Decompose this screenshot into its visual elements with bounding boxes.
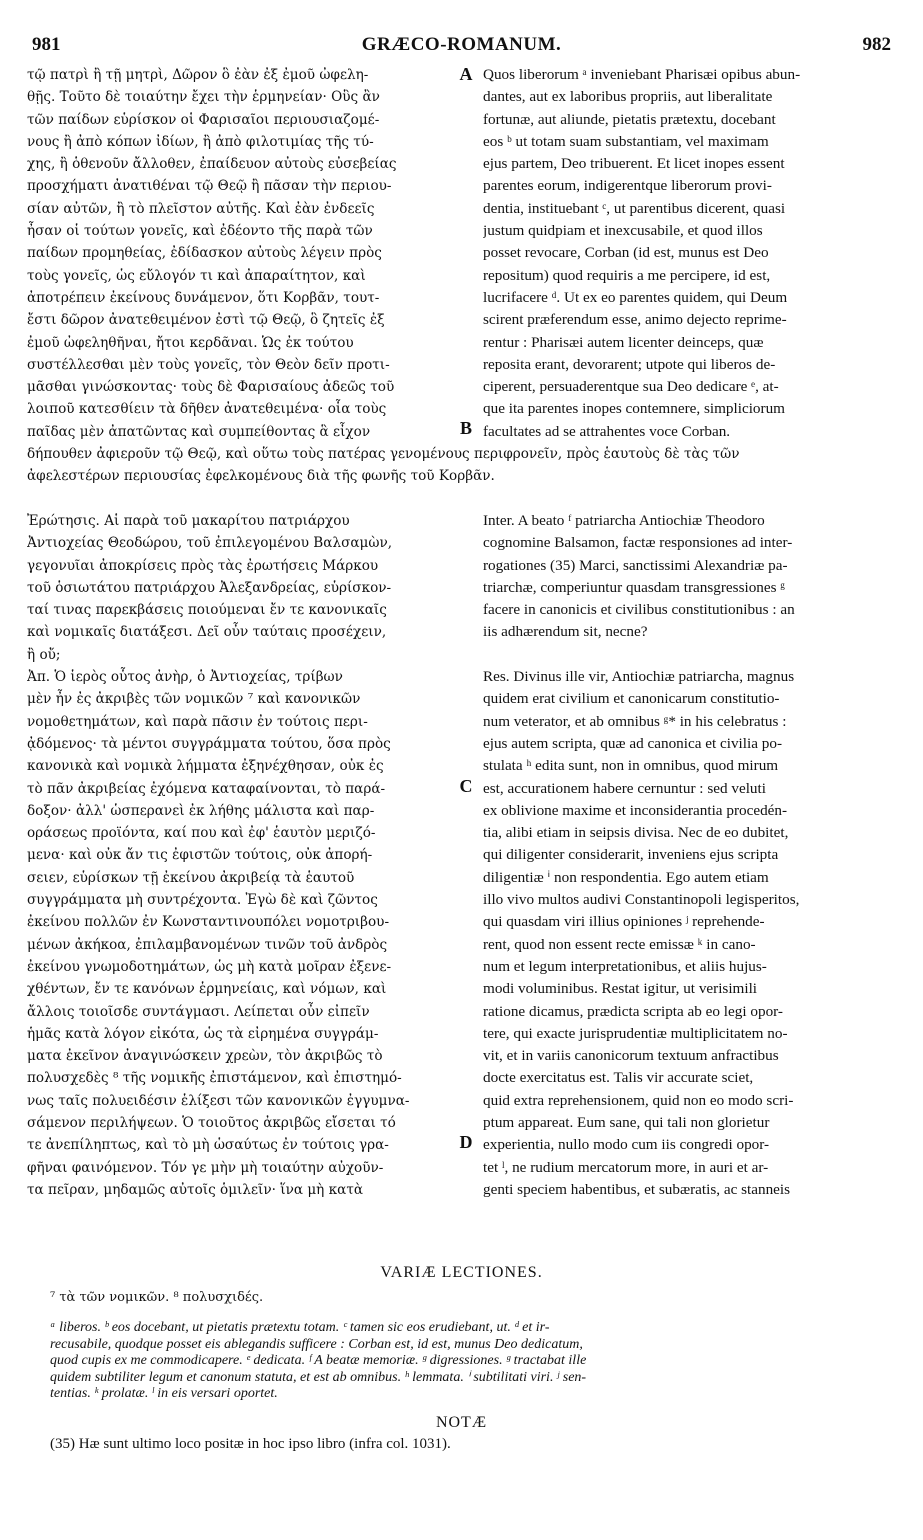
varia-lectiones-title: VARIÆ LECTIONES.: [380, 1264, 543, 1281]
text-line: experientia, nullo modo cum iis congredi opor-: [483, 1136, 770, 1154]
text-line: χης, ἢ ὁθενοῦν ἄλλοθεν, ἐπαίδευον αὐτοὺς εὐσεβείας: [27, 156, 397, 173]
text-line: Ἀπ. Ὁ ἱερὸς οὗτος ἀνὴρ, ὁ Ἀντιοχείας, τρίβων: [27, 669, 343, 686]
text-line: πολυσχεδὲς ⁸ τῆς νομικῆς ἐπιστάμενον, καὶ ἐπιστημό-: [27, 1070, 402, 1087]
running-title: GRÆCO-ROMANUM.: [361, 34, 562, 55]
text-line: docte exercitatus est. Talis vir accurate sciet,: [483, 1069, 754, 1087]
text-line: ratione dicamus, prædicta scripta ab eo legi opor-: [483, 1002, 783, 1020]
text-line: illo vivo multos audivi Constantinopoli legisperitos,: [483, 891, 800, 909]
text-line: Ἐρώτησις. Αἱ παρὰ τοῦ μακαρίτου πατριάρχου: [27, 513, 350, 529]
left-column-number: 981: [32, 34, 61, 55]
text-line: σειεν, εὑρίσκων τῇ ἐκείνου ἀκριβείᾳ τὰ ἑαυτοῦ: [27, 869, 355, 886]
text-line: οράσεως προϊόντα, καί που καὶ ἐφ' ἑαυτὸν μεριζό-: [27, 825, 376, 842]
text-line: quidem erat civilium et canonicarum constitutio-: [483, 690, 780, 708]
text-line: λοιποῦ κατεσθίειν τὰ δῆθεν ἀνατεθειμένα· οἷα τοὺς: [27, 401, 387, 418]
text-line: τὸ πᾶν ἀκριβείας ἐχόμενα καταφαίνονται, τὸ παρά-: [27, 780, 386, 797]
text-line: Inter. A beato ᶠ patriarcha Antiochiæ Theodoro: [483, 512, 765, 529]
notae-text: (35) Hæ sunt ultimo loco positæ in hoc ipso libro (infra col. 1031).: [50, 1436, 451, 1452]
text-line: iis adhærendum sit, necne?: [483, 623, 648, 641]
text-line: ᵃ liberos. ᵇ eos docebant, ut pietatis prætextu totam. ᶜ tamen sic eos erudiebant, ut. ᵈ et ir-: [50, 1320, 550, 1335]
latin-column-bottom: [483, 510, 891, 1201]
text-line: ejus partem, Deo tribuerent. Et licet inopes essent: [483, 155, 785, 173]
text-line: ἔστι δῶρον ἀνατεθειμένον ἐστὶ τῷ Θεῷ, ὃ ζητεῖς ἐξ: [27, 312, 385, 329]
text-line: κανονικὰ καὶ νομικὰ λήμματα ἐξηνέχθησαν, οὐκ ἐς: [27, 758, 384, 775]
text-line: rent, quod non essent recte emissæ ᵏ in cano-: [483, 935, 756, 953]
text-line: num veterator, et ab omnibus ᵍ* in his celebratus :: [483, 712, 787, 730]
right-column-number: 982: [862, 34, 891, 55]
text-line: συστέλλεσθαι μὲν τοὺς γονεῖς, τὸν Θεὸν δεῖν προτι-: [27, 356, 390, 373]
text-line: fortunæ, aut aliunde, pietatis prætextu, docebant: [483, 110, 776, 128]
text-line: num et legum interpretationibus, et aliis hujus-: [483, 957, 767, 975]
text-line: ἀποτρέπειν ἐκείνους δυνάμενον, ὅτι Κορβᾶν, τουτ-: [27, 289, 380, 306]
margin-marker-b: B: [459, 418, 472, 438]
text-line: repositum) quod requiris a me percipere, id est,: [483, 266, 771, 284]
text-line: ἄλλοις τοιοῖσδε συντάγμασι. Λείπεται οὖν εἰπεῖν: [27, 1003, 370, 1020]
text-line: genti speciem habentibus, et subæratis, ac stanneis: [483, 1180, 791, 1198]
text-line: ἦσαν οἱ τούτων γονεῖς, καὶ ἐδέοντο τῆς παρὰ τῶν: [27, 223, 373, 240]
text-line: τε ἀνεπίληπτως, καὶ τὸ μὴ ὡσαύτως ἐν τούτοις γρα-: [27, 1137, 389, 1154]
text-line: vit, et in variis canonicorum textuum anfractibus: [483, 1047, 779, 1065]
text-line: cognomine Balsamon, factæ responsiones ad inter-: [483, 534, 793, 552]
text-line: μενα· καὶ οὐκ ἄν τις ἐφιστῶν τούτοις, οὐκ ἀπορή-: [27, 847, 373, 864]
text-line: ἡμᾶς κατὰ λόγον εἰκότα, ὡς τὰ εἰρημένα συγγράμ-: [27, 1025, 379, 1042]
text-line: ptum appareat. Eum sane, qui tali non glorietur: [483, 1114, 770, 1132]
text-line: μᾶσθαι γινώσκοντας· τοὺς δὲ Φαρισαίους ἀδεῶς τοῦ: [27, 379, 395, 396]
margin-marker-d: D: [459, 1132, 473, 1152]
text-line: [483, 644, 891, 666]
text-line: ἐκείνου πολλῶν ἐν Κωνσταντινουπόλει νομοτριβου-: [27, 914, 390, 931]
text-line: ex oblivione maxime et inconsiderantia procedén-: [483, 801, 788, 819]
text-line: νως ταῖς πολυειδέσιν ἑλίξεσι τῶν κανονικῶν ἐγγυμνα-: [27, 1092, 410, 1109]
text-line: quid extra reprehensionem, quid non eo modo scri-: [483, 1091, 794, 1109]
text-line: μένων ἀκήκοα, ἐπιλαμβανομένων τινῶν τοῦ ἀνδρὸς: [27, 936, 388, 953]
text-line: προσχήματι ἀνατιθέναι τῷ Θεῷ ἢ πᾶσαν τὴν περιου-: [27, 178, 392, 195]
text-line: rentur : Pharisæi autem licenter deinceps, quæ: [483, 333, 764, 351]
text-line: quod cupis ex me commodicapere. ᵉ dedicata. ᶠ A beatæ memoriæ. ᵍ digressiones. ᵍ tractabat ille: [50, 1353, 587, 1368]
text-line: Quos liberorum ᵃ inveniebant Pharisæi opibus abun-: [483, 66, 801, 83]
text-line: triarchæ, comperiuntur quasdam transgressiones ᵍ: [483, 578, 785, 596]
text-line: quidem subtiliter legum et canonum statuta, et est ab omnibus. ʰ lemmata. ⁱ subtilitati viri. ʲ sen-: [50, 1369, 587, 1385]
text-line: νομοθετημάτων, καὶ παρὰ πᾶσιν ἐν τούτοις περι-: [27, 713, 368, 730]
greek-column-top: [27, 64, 452, 443]
latin-column-top: [483, 64, 891, 443]
text-line: μὲν ἦν ἐς ἀκριβὲς τῶν νομικῶν ⁷ καὶ κανονικῶν: [27, 691, 361, 708]
margin-marker-c: C: [459, 776, 473, 796]
text-line: rogationes (35) Marci, sanctissimi Alexandriæ pa-: [483, 556, 788, 574]
text-line: justum quidpiam et inexcusabile, et quod illos: [483, 222, 763, 240]
text-line: lucrifacere ᵈ. Ut ex eo parentes quidem, qui Deum: [483, 288, 788, 306]
text-line: ἐκείνου γνωμοδοτημάτων, ὡς μὴ κατὰ μοῖραν ἐξενε-: [27, 958, 392, 975]
margin-marker-a: A: [459, 64, 473, 84]
text-line: ἐμοῦ ὠφεληθῆναι, ἤτοι κερδᾶναι. Ὡς ἐκ τούτου: [27, 334, 354, 351]
text-line: ciperent, persuaderentque sua Deo dedicare ᵉ, at-: [483, 378, 779, 396]
notae-title: NOTÆ: [435, 1414, 488, 1431]
text-line: recusabile, quodque posset eis ablegandis sufficere : Corban est, id est, munus Deo dedicatum,: [50, 1336, 583, 1352]
text-line: ἢ οὔ;: [27, 646, 61, 663]
text-line: τοῦ ὁσιωτάτου πατριάρχου Ἀλεξανδρείας, εὑρίσκον-: [27, 579, 392, 596]
text-line: χθέντων, ἔν τε κανόνων ἑρμηνείαις, καὶ νόμων, καὶ: [27, 981, 387, 998]
text-line: τα πεῖραν, μηδαμῶς αὐτοῖς ὁμιλεῖν· ἵνα μὴ κατὰ: [27, 1181, 364, 1198]
text-line: posset revocare, Corban (id est, munus est Deo: [483, 244, 769, 262]
text-line: συγγράμματα μὴ συντρέχοντα. Ἐγὼ δὲ καὶ ζῶντος: [27, 892, 378, 909]
varia-lectiones-text: ⁷ τὰ τῶν νομικῶν. ⁸ πολυσχιδές.: [50, 1290, 264, 1305]
text-line: que ita parentes inopes contemnere, simpliciorum: [483, 400, 785, 418]
text-line: φῆναι φαινόμενον. Τόν γε μὴν μὴ τοιαύτην αὐχοῦν-: [27, 1159, 384, 1176]
text-line: tentias. ᵏ prolatæ. ˡ in eis versari oportet.: [50, 1386, 278, 1401]
text-line: qui diligenter considerarit, inveniens ejus scripta: [483, 846, 779, 864]
text-line: facere in canonicis et civilibus constitutionibus : an: [483, 601, 795, 619]
text-line: eos ᵇ ut totam suam substantiam, vel maximam: [483, 132, 769, 150]
text-line: scirent præferendum esse, animo dejecto reprime-: [483, 311, 787, 329]
text-line: tere, qui exacte jurisprudentiæ multiplicitatem no-: [483, 1024, 788, 1042]
text-line: stulata ʰ edita sunt, non in omnibus, quod mirum: [483, 757, 779, 775]
text-line: modi voluminibus. Restat igitur, ut verisimili: [483, 980, 758, 998]
text-line: τῶν παίδων εὑρίσκον οἱ Φαρισαῖοι περιουσιαζομέ-: [27, 111, 380, 128]
text-line: facultates ad se attrahentes voce Corban.: [483, 422, 731, 440]
text-line: παῖδας μὲν ἀπατῶντας καὶ συμπείθοντας ἃ εἶχον: [27, 423, 371, 440]
text-line: παίδων προμηθείας, ἐδίδασκον αὐτοὺς λέγειν πρὸς: [27, 245, 382, 262]
text-line: parentes eorum, indigerentque liberorum provi-: [483, 177, 772, 195]
text-line: Res. Divinus ille vir, Antiochiæ patriarcha, magnus: [483, 668, 795, 686]
text-line: τῷ πατρὶ ἢ τῇ μητρὶ, Δῶρον ὃ ἐὰν ἐξ ἐμοῦ ὠφελη-: [27, 67, 369, 83]
text-line: dantes, aut ex laboribus propriis, aut liberalitate: [483, 88, 773, 106]
text-line: ejus autem scripta, quæ ad canonica et civilia po-: [483, 734, 783, 752]
text-line: γεγονυῖαι ἀποκρίσεις πρὸς τὰς ἐρωτήσεις Μάρκου: [27, 557, 379, 574]
text-line: Ἀντιοχείας Θεοδώρου, τοῦ ἐπιλεγομένου Βαλσαμὼν,: [27, 535, 393, 552]
text-line: ματα ἐκεῖνον ἀναγινώσκειν χρεὼν, τὸν ἀκριβῶς τὸ: [27, 1048, 383, 1065]
text-line: θῇς. Τοῦτο δὲ τοιαύτην ἔχει τὴν ἑρμηνείαν· Οὓς ἂν: [27, 89, 380, 106]
text-line: σίαν αὐτῶν, ἢ τὸ πλεῖστον αὐτῆς. Καὶ ἐὰν ἐνδεεῖς: [27, 200, 375, 217]
full-width-greek-lines: [27, 443, 893, 488]
text-line: reposita erant, devorarent; utpote qui liberos de-: [483, 355, 776, 373]
text-line: νους ἢ ἀπὸ κόπων ἰδίων, ἢ ἀπὸ φιλοτιμίας τῆς τύ-: [27, 133, 374, 150]
text-line: δοξον· ἀλλ' ὡσπερανεὶ ἐκ λήθης μάλιστα καὶ παρ-: [27, 802, 375, 819]
text-line: diligentiæ ⁱ non respondentia. Ego autem etiam: [483, 868, 769, 886]
text-line: δήπουθεν ἀφιεροῦν τῷ Θεῷ, καὶ οὕτω τοὺς πατέρας γενομένους περιφρονεῖν, πρὸς ἑαυτοὺς δὲ τὰς τῶν: [27, 446, 740, 462]
text-line: tet ˡ, ne rudium mercatorum more, in auri et ar-: [483, 1158, 769, 1176]
text-line: est, accurationem habere cernuntur : sed veluti: [483, 779, 766, 797]
text-line: tia, alibi etiam in seipsis divisa. Nec de eo dubitet,: [483, 824, 789, 842]
running-header: [32, 30, 891, 58]
text-line: ταί τινας παρεκβάσεις ποιούμεναι ἔν τε κανονικαῖς: [27, 602, 387, 619]
text-line: ἀφελεστέρων περιουσίας ἐφελκομένους διὰ τῆς φωνῆς τοῦ Κορβᾶν.: [27, 468, 495, 485]
text-line: dentia, instituebant ᶜ, ut parentibus dicerent, quasi: [483, 199, 786, 217]
text-line: ᾀδόμενος· τὰ μέντοι συγγράμματα τούτου, ὅσα πρὸς: [27, 735, 391, 752]
greek-column-bottom: [27, 510, 452, 1201]
text-line: καὶ νομικαῖς διατάξεσι. Δεῖ οὖν ταύταις προσέχειν,: [27, 624, 387, 641]
text-line: qui quasdam viri illius opiniones ʲ reprehende-: [483, 913, 765, 931]
footnotes: [50, 1320, 890, 1403]
text-line: σάμενον περιλήψεων. Ὁ τοιοῦτος ἀκριβῶς εἴσεται τό: [27, 1115, 396, 1132]
text-line: τοὺς γονεῖς, ὡς εὔλογόν τι καὶ ἀπαραίτητον, καὶ: [27, 267, 366, 284]
